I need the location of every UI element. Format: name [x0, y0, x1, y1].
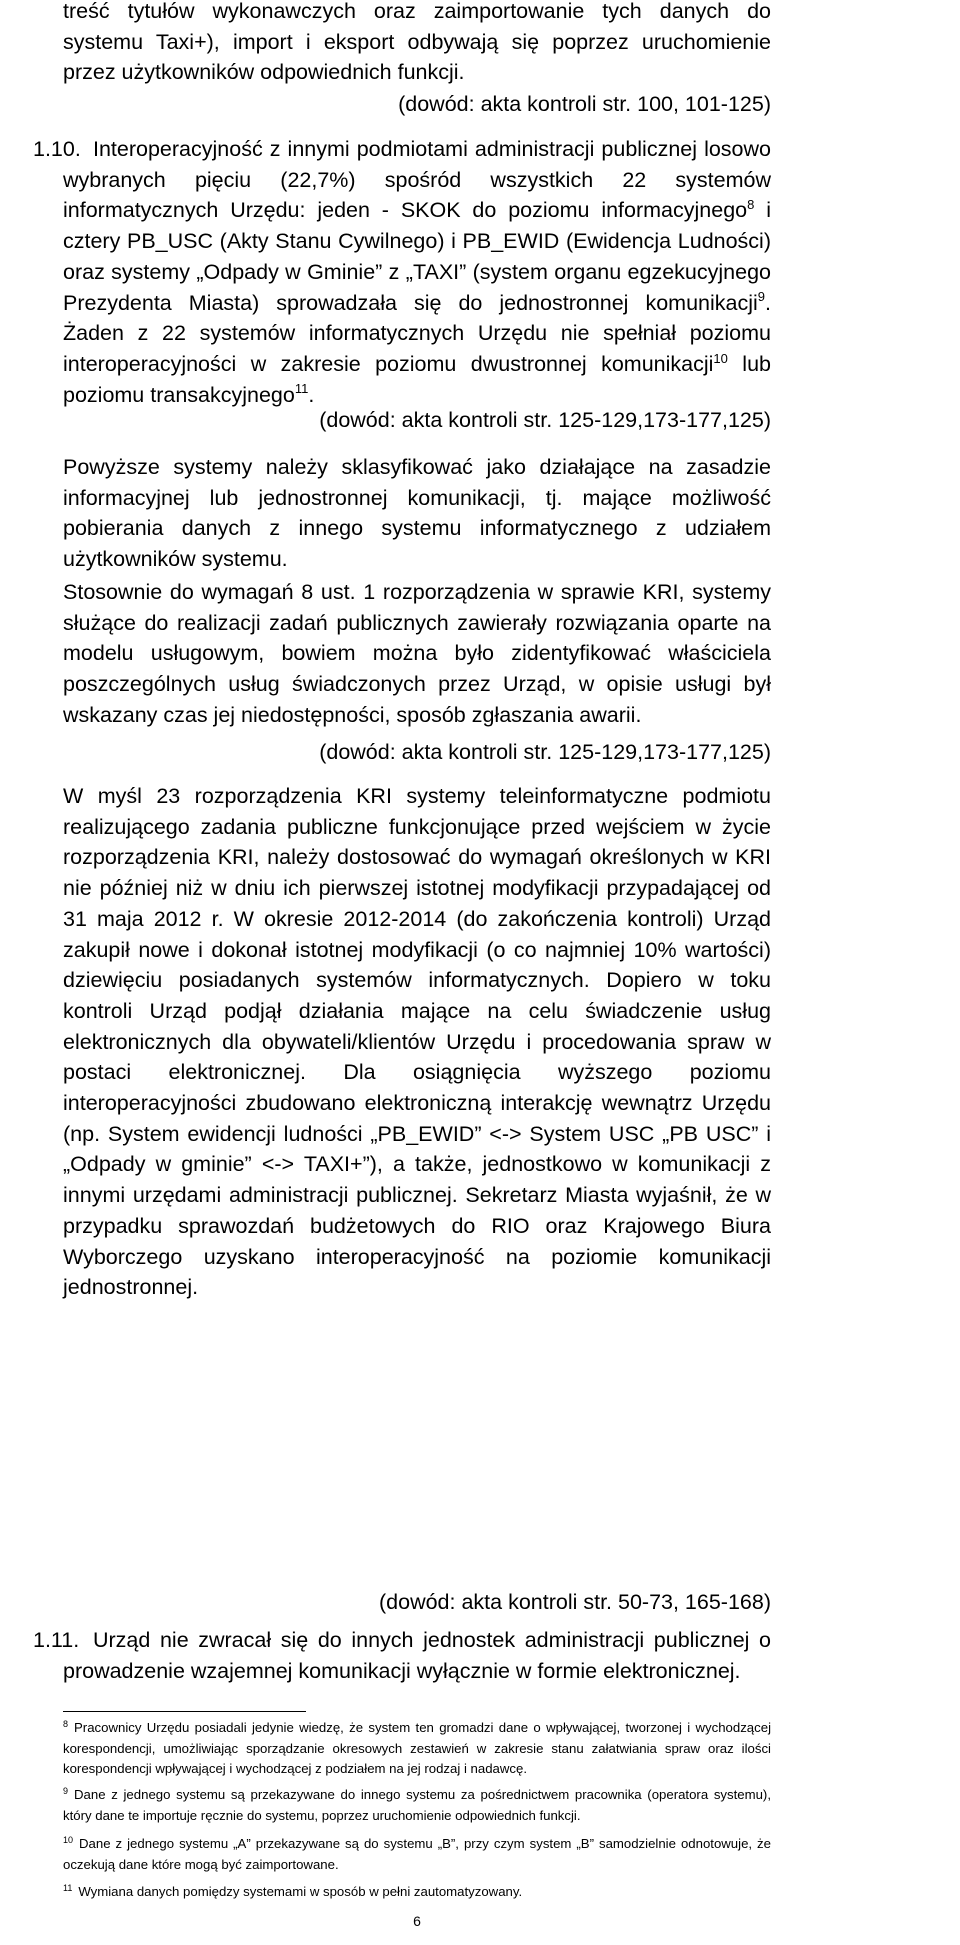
section-text-c: . Żaden z 22 systemów informatycznych Urzędu nie spełniał poziomu interoperacyjności w zakresie poziomu dwustronnej komunikacji [63, 290, 771, 376]
footnote-mark: 8 [63, 1718, 69, 1729]
footnote-mark: 10 [63, 1834, 74, 1845]
section-text-e: . [308, 382, 315, 407]
footnote-11 [63, 1882, 771, 1903]
footnote-ref-9: 9 [757, 289, 766, 305]
footnote-ref-11: 11 [294, 381, 309, 397]
section-1-11 [33, 1625, 771, 1686]
evidence-reference-3: (dowód: akta kontroli str. 125-129,173-177,125) [319, 740, 771, 764]
footnote-text: Wymiana danych pomiędzy systemami w sposób w pełni zautomatyzowany. [78, 1884, 523, 1899]
page-number: 6 [413, 1913, 421, 1929]
footnote-mark: 9 [63, 1785, 69, 1796]
footnote-9 [63, 1785, 771, 1826]
footnote-separator [63, 1711, 306, 1712]
footnote-text: Pracownicy Urzędu posiadali jedynie wiedzę, że system ten gromadzi dane o wpływającej, tworzonej i wychodzącej korespondencji, umożliwiając sporządzanie okresowych zestawień w zakresie stanu załatwiania spraw oraz ilości korespondencji wpływającej i wychodzącej z podziałem na jej rodzaj i nadawcę. [63, 1720, 771, 1776]
footnote-ref-8: 8 [747, 197, 755, 213]
footnote-ref-10: 10 [713, 350, 728, 366]
section-number: 1.10. [33, 137, 81, 161]
footnote-10 [63, 1834, 771, 1875]
section-text: Urząd nie zwracał się do innych jednostek administracji publicznej o prowadzenie wzajemnej komunikacji wyłącznie w formie elektronicznej. [63, 1628, 771, 1683]
paragraph-kri: W myśl 23 rozporządzenia KRI systemy teleinformatyczne podmiotu realizującego zadania publiczne funkcjonujące przed wejściem w życie rozporządzenia KRI, należy dostosować do wymagań określonych w KRI nie później niż w dniu ich pierwszej istotnej modyfikacji przypadającej od 31 maja 2012 r. W okresie 2012-2014 (do zakończenia kontroli) Urząd zakupił nowe i dokonał istotnej modyfikacji (o co najmniej 10% wartości) dziewięciu posiadanych systemów informatycznych. Dopiero w toku kontroli Urząd podjął działania mające na celu świadczenie usług elektronicznych dla obywateli/klientów Urzędu i procedowania spraw w postaci elektronicznej. Dla osiągnięcia wyższego poziomu interoperacyjności zbudowano elektroniczną interakcję wewnątrz Urzędu (np. System ewidencji ludności „PB_EWID” <-> System USC „PB USC” i „Odpady w gminie” <-> TAXI+”), a także, jednostkowo w komunikacji z innymi urzędami administracji publicznej. Sekretarz Miasta wyjaśnił, że w przypadku sprawozdań budżetowych do RIO oraz Krajowego Biura Wyborczego uzyskano interoperacyjność na poziomie komunikacji jednostronnej. [63, 784, 771, 1300]
evidence-reference-4: (dowód: akta kontroli str. 50-73, 165-168) [379, 1590, 771, 1614]
section-text-d: lub poziomu transakcyjnego [63, 351, 771, 407]
section-number: 1.11. [33, 1628, 80, 1652]
section-1-10 [33, 134, 771, 410]
paragraph-classify: Powyższe systemy należy sklasyfikować jako działające na zasadzie informacyjnej lub jednostronnej komunikacji, tj. mające możliwość pobierania danych z innego systemu informatycznego z udziałem użytkowników systemu. [63, 455, 771, 572]
footnote-mark: 11 [63, 1882, 73, 1893]
paragraph-services: Stosownie do wymagań 8 ust. 1 rozporządzenia w sprawie KRI, systemy służące do realizacji zadań publicznych zawierały rozwiązania oparte na modelu usługowym, bowiem można było zidentyfikować właściciela poszczególnych usług świadczonych przez Urząd, w opisie usługi był wskazany czas jej niedostępności, sposób zgłaszania awarii. [63, 580, 771, 727]
footnote-text: Dane z jednego systemu „A” przekazywane są do systemu „B”, przy czym system „B” samodzielnie odnotowuje, że oczekują dane które mogą być zaimportowane. [63, 1836, 771, 1872]
evidence-reference-1: (dowód: akta kontroli str. 100, 101-125) [398, 92, 771, 116]
section-text-a: Interoperacyjność z innymi podmiotami administracji publicznej losowo wybranych pięciu (22,7%) spośród wszystkich 22 systemów informatycznych Urzędu: jeden - SKOK do poziomu informacyjnego [63, 137, 771, 223]
footnote-text: Dane z jednego systemu są przekazywane do innego systemu za pośrednictwem pracownika (operatora systemu), który dane te importuje ręcznie do systemu, poprzez uruchomienie odpowiednich funkcji. [63, 1787, 771, 1823]
evidence-reference-2: (dowód: akta kontroli str. 125-129,173-177,125) [319, 408, 771, 432]
footnote-8 [63, 1718, 771, 1780]
paragraph-top: treść tytułów wykonawczych oraz zaimportowanie tych danych do systemu Taxi+), import i eksport odbywają się poprzez uruchomienie przez użytkowników odpowiednich funkcji. [63, 0, 771, 85]
section-text-b: i cztery PB_USC (Akty Stanu Cywilnego) i PB_EWID (Ewidencja Ludności) oraz systemy „Odpady w Gminie” z „TAXI” (system organu egzekucyjnego Prezydenta Miasta) sprowadzała się do jednostronnej komunikacji [63, 198, 771, 315]
